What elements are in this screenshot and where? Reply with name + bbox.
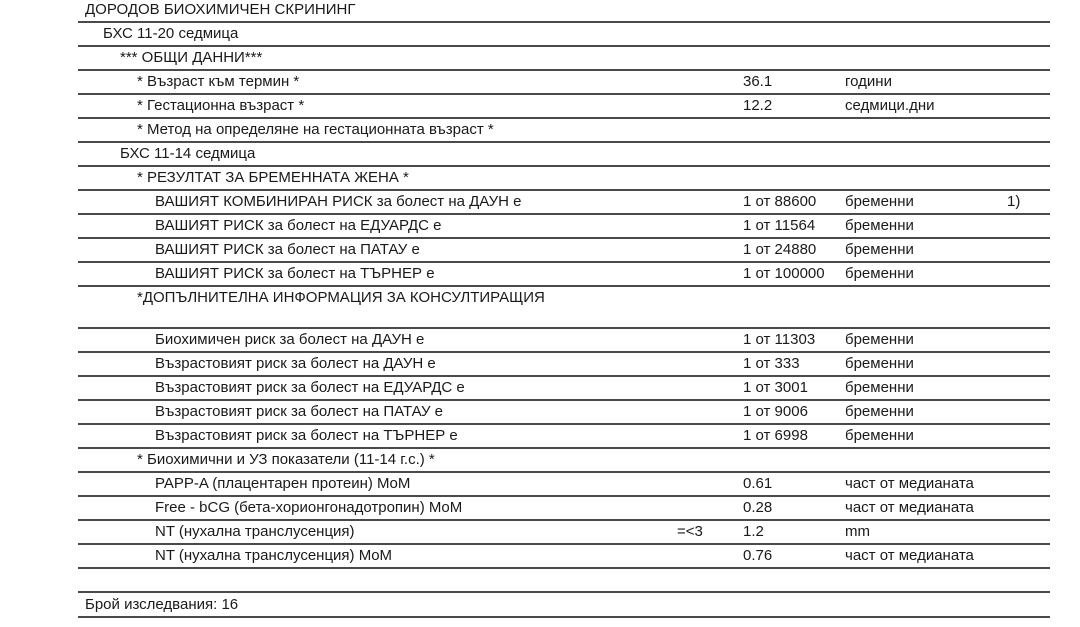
table-row: [78, 425, 1050, 449]
row-label: ВАШИЯТ КОМБИНИРАН РИСК за болест на ДАУН е: [155, 193, 522, 210]
table-row: [78, 473, 1050, 497]
table-row: [78, 191, 1050, 215]
row-label: NT (нухална транслусенция): [155, 523, 355, 540]
row-unit: част от медианата: [845, 499, 974, 516]
row-label: Биохимичен риск за болест на ДАУН е: [155, 331, 425, 348]
row-label: *ДОПЪЛНИТЕЛНА ИНФОРМАЦИЯ ЗА КОНСУЛТИРАЩИЯ: [137, 289, 545, 306]
row-value: 1 от 88600: [743, 193, 817, 210]
table-row: [78, 497, 1050, 521]
row-value: 0.76: [743, 547, 773, 564]
row-label: PAPP-A (плацентарен протеин) MoM: [155, 475, 411, 492]
table-row: [78, 521, 1050, 545]
row-value: 1 от 6998: [743, 427, 808, 444]
row-label: * Гестационна възраст *: [137, 97, 305, 114]
footer-row: [78, 593, 1050, 618]
row-unit: бременни: [845, 379, 914, 396]
screening-report: [78, 0, 1050, 618]
row-unit: част от медианата: [845, 547, 974, 564]
table-row: [78, 377, 1050, 401]
row-value: 1 от 333: [743, 355, 800, 372]
row-label: * Възраст към термин *: [137, 73, 300, 90]
table-row: [78, 401, 1050, 425]
row-value: 1 от 9006: [743, 403, 808, 420]
row-label: Free - bCG (бета-хорионгонадотропин) MoM: [155, 499, 463, 516]
exam-count: Брой изследвания: 16: [85, 596, 239, 613]
table-row: [78, 119, 1050, 143]
row-label: NT (нухална транслусенция) MoM: [155, 547, 393, 564]
row-label: Възрастовият риск за болест на ЕДУАРДС е: [155, 379, 465, 396]
row-unit: бременни: [845, 265, 914, 282]
footnote-marker: 1): [1007, 193, 1021, 210]
row-label: ВАШИЯТ РИСК за болест на ПАТАУ е: [155, 241, 420, 258]
row-label: ВАШИЯТ РИСК за болест на ЕДУАРДС е: [155, 217, 442, 234]
table-row: [78, 95, 1050, 119]
row-label: * РЕЗУЛТАТ ЗА БРЕМЕННАТА ЖЕНА *: [137, 169, 409, 186]
row-value: 1 от 11303: [743, 331, 816, 348]
row-label: Възрастовият риск за болест на ДАУН е: [155, 355, 436, 372]
row-label: БХС 11-14 седмица: [120, 145, 256, 162]
row-unit: бременни: [845, 403, 914, 420]
row-value: 12.2: [743, 97, 773, 114]
table-row: [78, 47, 1050, 71]
row-label: ВАШИЯТ РИСК за болест на ТЪРНЕР е: [155, 265, 435, 282]
row-value: 0.61: [743, 475, 773, 492]
table-row: [78, 23, 1050, 47]
row-value: 0.28: [743, 499, 773, 516]
row-unit: бременни: [845, 217, 914, 234]
row-label: *** ОБЩИ ДАННИ***: [120, 49, 263, 66]
row-unit: бременни: [845, 427, 914, 444]
row-label: * Метод на определяне на гестационната възраст *: [137, 121, 494, 138]
row-unit: част от медианата: [845, 475, 974, 492]
row-value: 1 от 24880: [743, 241, 817, 258]
reference-range: =<3: [677, 523, 703, 540]
row-unit: бременни: [845, 331, 914, 348]
row-label: Възрастовият риск за болест на ПАТАУ е: [155, 403, 444, 420]
table-row: [78, 215, 1050, 239]
row-unit: бременни: [845, 355, 914, 372]
table-row: [78, 143, 1050, 167]
row-label: * Биохимични и УЗ показатели (11-14 г.с.) *: [137, 451, 435, 468]
table-row: [78, 287, 1050, 329]
table-row: [78, 545, 1050, 569]
row-label: БХС 11-20 седмица: [103, 25, 239, 42]
report-title: ДОРОДОВ БИОХИМИЧЕН СКРИНИНГ: [78, 0, 1050, 23]
row-unit: mm: [845, 523, 870, 540]
row-value: 1 от 11564: [743, 217, 816, 234]
table-row: [78, 263, 1050, 287]
row-unit: бременни: [845, 193, 914, 210]
row-value: 1 от 100000: [743, 265, 825, 282]
report-rows: [78, 23, 1050, 569]
table-row: [78, 353, 1050, 377]
row-label: Възрастовият риск за болест на ТЪРНЕР е: [155, 427, 458, 444]
row-value: 36.1: [743, 73, 773, 90]
spacer-row: [78, 569, 1050, 593]
table-row: [78, 449, 1050, 473]
row-unit: седмици.дни: [845, 97, 935, 114]
row-unit: години: [845, 73, 892, 90]
table-row: [78, 71, 1050, 95]
table-row: [78, 239, 1050, 263]
row-value: 1 от 3001: [743, 379, 808, 396]
table-row: [78, 167, 1050, 191]
row-value: 1.2: [743, 523, 764, 540]
table-row: [78, 329, 1050, 353]
row-unit: бременни: [845, 241, 914, 258]
